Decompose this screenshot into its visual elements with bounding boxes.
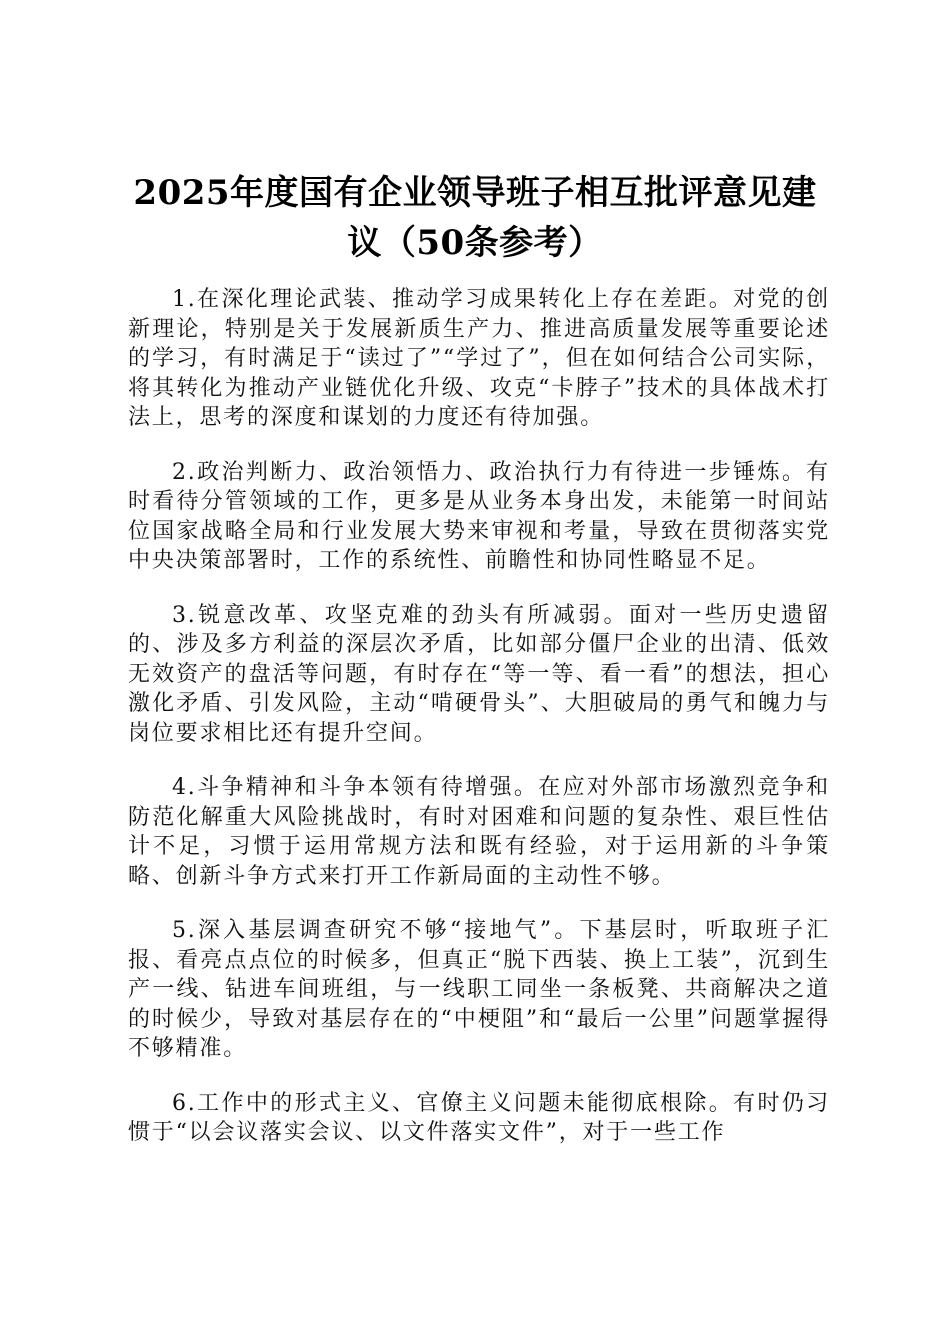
paragraph-1: 1.在深化理论武装、推动学习成果转化上存在差距。对党的创新理论，特别是关于发展新质生产力、推进高质量发展等重要论述的学习，有时满足于“读过了”“学过了”，但在如何结合公司实际，将其转化为推动产业链优化升级、攻克“卡脖子”技术的具体战术打法上，思考的深度和谋划的力度还有待加强。 [128, 287, 830, 430]
paragraph-4: 4.斗争精神和斗争本领有待增强。在应对外部市场激烈竞争和防范化解重大风险挑战时，有时对困难和问题的复杂性、艰巨性估计不足，习惯于运用常规方法和既有经验，对于运用新的斗争策略、创新斗争方式来打开工作新局面的主动性不够。 [128, 775, 830, 889]
paragraph-6: 6.工作中的形式主义、官僚主义问题未能彻底根除。有时仍习惯于“以会议落实会议、以文件落实文件”，对于一些工作 [128, 1090, 830, 1145]
document-title [120, 168, 830, 268]
title-line-2: 议（50条参考） [347, 223, 603, 263]
document-body [128, 285, 830, 1173]
paragraph-5: 5.深入基层调查研究不够“接地气”。下基层时，听取班子汇报、看亮点点位的时候多，但真正“脱下西装、换上工装”，沉到生产一线、钻进车间班组，与一线职工同坐一条板凳、共商解决之道的时候少，导致对基层存在的“中梗阻”和“最后一公里”问题掌握得不够精准。 [128, 918, 830, 1061]
paragraph-2: 2.政治判断力、政治领悟力、政治执行力有待进一步锤炼。有时看待分管领域的工作，更多是从业务本身出发，未能第一时间站位国家战略全局和行业发展大势来审视和考量，导致在贯彻落实党中央决策部署时，工作的系统性、前瞻性和协同性略显不足。 [128, 459, 830, 573]
title-line-1: 2025年度国有企业领导班子相互批评意见建 [133, 173, 817, 213]
paragraph-3: 3.锐意改革、攻坚克难的劲头有所减弱。面对一些历史遗留的、涉及多方利益的深层次矛盾，比如部分僵尸企业的出清、低效无效资产的盘活等问题，有时存在“等一等、看一看”的想法，担心激化矛盾、引发风险，主动“啃硬骨头”、大胆破局的勇气和魄力与岗位要求相比还有提升空间。 [128, 602, 830, 746]
